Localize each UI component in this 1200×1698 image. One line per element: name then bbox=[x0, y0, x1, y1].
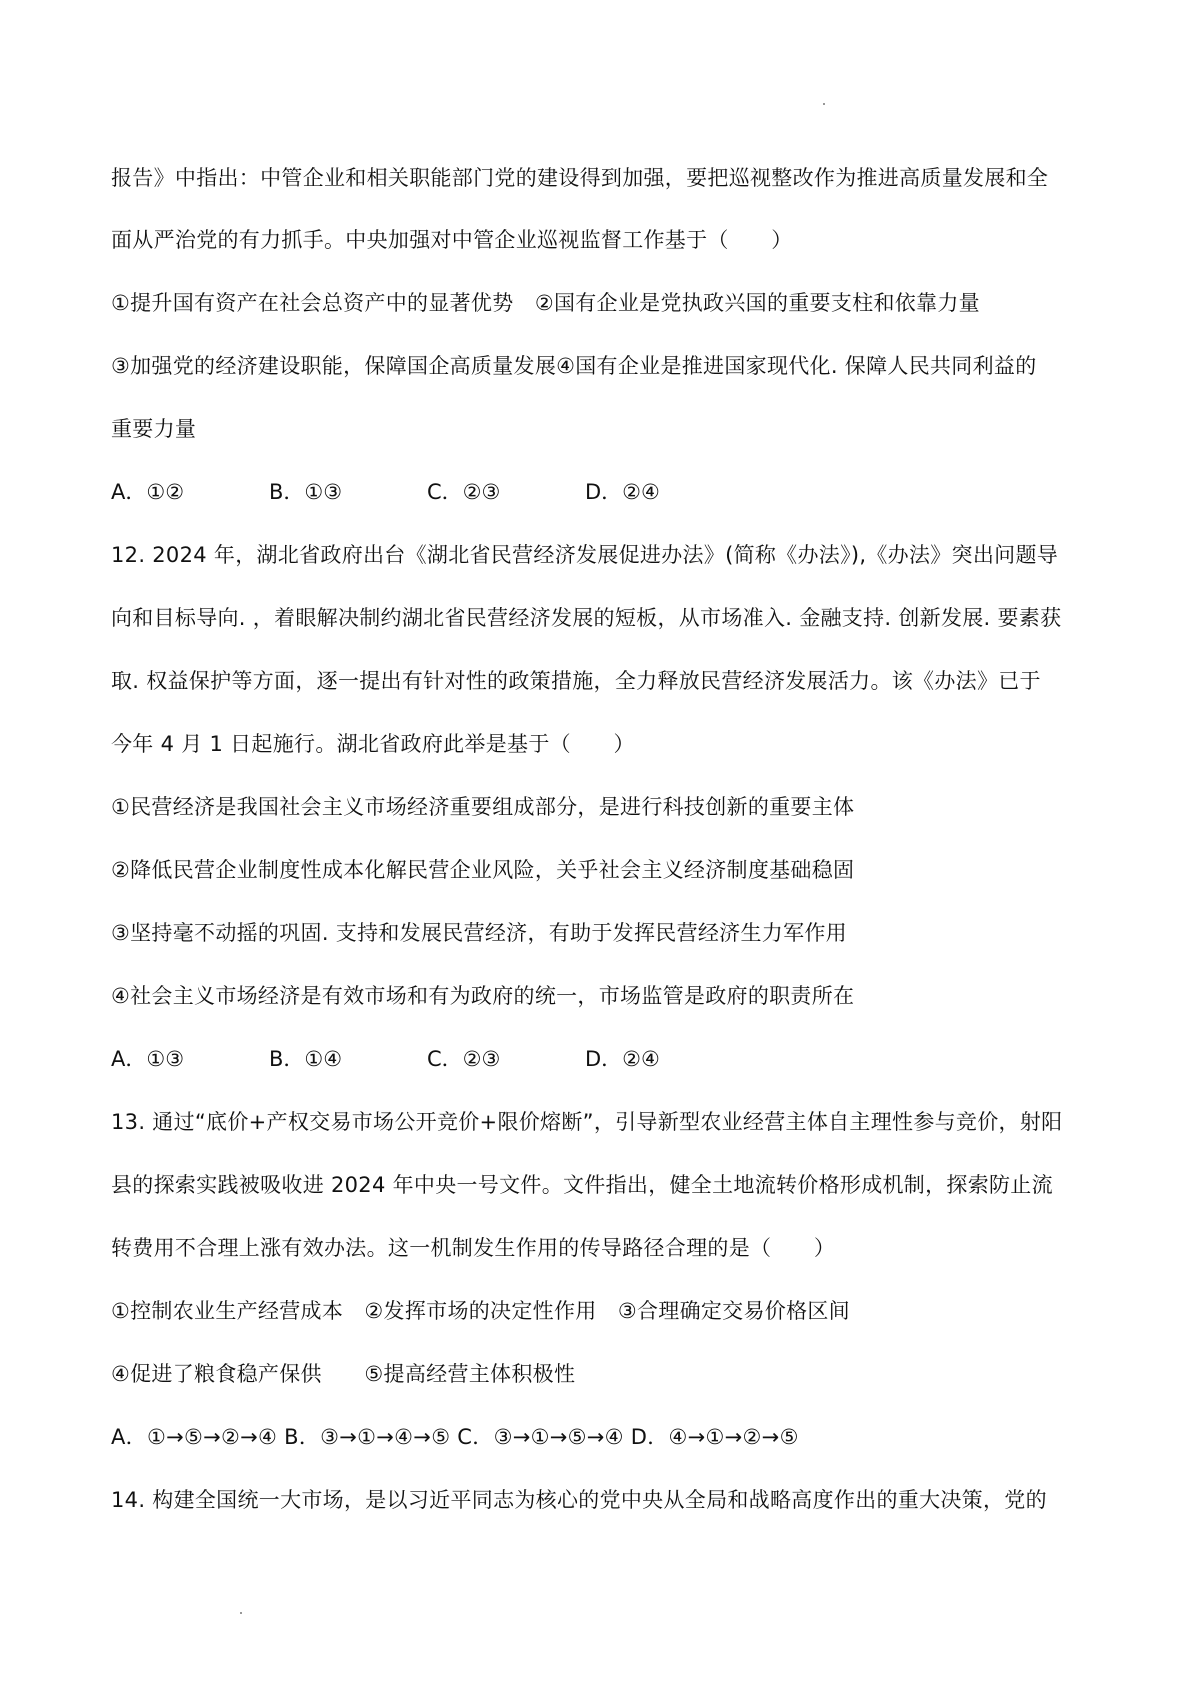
q11-statement-3-4: ③加强党的经济建设职能，保障国企高质量发展④国有企业是推进国家现代化. 保障人民共同利益的 bbox=[111, 354, 1037, 378]
q11-line-2: 面从严治党的有力抓手。中央加强对中管企业巡视监督工作基于（ ） bbox=[111, 228, 793, 252]
q11-options bbox=[111, 477, 743, 507]
scan-dot bbox=[823, 103, 825, 105]
q12-option-a: A．①③ bbox=[111, 1047, 185, 1071]
q12-line-2: 向和目标导向. ，着眼解决制约湖北省民营经济发展的短板，从市场准入. 金融支持. 创新发展. 要素获 bbox=[111, 606, 1062, 630]
q11-statement-4-cont: 重要力量 bbox=[111, 417, 197, 441]
q13-statements-4-5: ④促进了粮食稳产保供 ⑤提高经营主体积极性 bbox=[111, 1362, 576, 1386]
q11-option-a: A．①② bbox=[111, 480, 185, 504]
q13-statements-1-3: ①控制农业生产经营成本 ②发挥市场的决定性作用 ③合理确定交易价格区间 bbox=[111, 1299, 850, 1323]
q11-option-c: C．②③ bbox=[427, 480, 501, 504]
q13-line-1: 13. 通过“底价+产权交易市场公开竞价+限价熔断”，引导新型农业经营主体自主理性参与竞价，射阳 bbox=[111, 1110, 1063, 1134]
q12-line-4: 今年 4 月 1 日起施行。湖北省政府此举是基于（ ） bbox=[111, 732, 635, 756]
q13-line-3: 转费用不合理上涨有效办法。这一机制发生作用的传导路径合理的是（ ） bbox=[111, 1236, 836, 1260]
q11-option-b: B．①③ bbox=[269, 480, 343, 504]
q12-option-d: D．②④ bbox=[585, 1047, 660, 1071]
q12-statement-3: ③坚持毫不动摇的巩固. 支持和发展民营经济，有助于发挥民营经济生力军作用 bbox=[111, 921, 847, 945]
q12-line-3: 取. 权益保护等方面，逐一提出有针对性的政策措施，全力释放民营经济发展活力。该《办法》已于 bbox=[111, 669, 1041, 693]
q12-statement-4: ④社会主义市场经济是有效市场和有为政府的统一，市场监管是政府的职责所在 bbox=[111, 984, 855, 1008]
q11-option-d: D．②④ bbox=[585, 480, 660, 504]
q12-statement-1: ①民营经济是我国社会主义市场经济重要组成部分，是进行科技创新的重要主体 bbox=[111, 795, 855, 819]
q13-options: A．①→⑤→②→④ B．③→①→④→⑤ C．③→①→⑤→④ D．④→①→②→⑤ bbox=[111, 1425, 799, 1449]
scan-dot bbox=[240, 1612, 242, 1614]
q12-options bbox=[111, 1044, 743, 1074]
q12-statement-2: ②降低民营企业制度性成本化解民营企业风险，关乎社会主义经济制度基础稳固 bbox=[111, 858, 855, 882]
q14-line-1: 14. 构建全国统一大市场，是以习近平同志为核心的党中央从全局和战略高度作出的重大决策，党的 bbox=[111, 1488, 1047, 1512]
q12-line-1: 12. 2024 年，湖北省政府出台《湖北省民营经济发展促进办法》(简称《办法》),《办法》突出问题导 bbox=[111, 543, 1059, 567]
q12-option-c: C．②③ bbox=[427, 1047, 501, 1071]
q12-option-b: B．①④ bbox=[269, 1047, 343, 1071]
q11-statement-1-2: ①提升国有资产在社会总资产中的显著优势 ②国有企业是党执政兴国的重要支柱和依靠力量 bbox=[111, 291, 980, 315]
q13-line-2: 县的探索实践被吸收进 2024 年中央一号文件。文件指出，健全土地流转价格形成机制，探索防止流 bbox=[111, 1173, 1053, 1197]
q11-line-1: 报告》中指出：中管企业和相关职能部门党的建设得到加强，要把巡视整改作为推进高质量发展和全 bbox=[111, 166, 1049, 190]
